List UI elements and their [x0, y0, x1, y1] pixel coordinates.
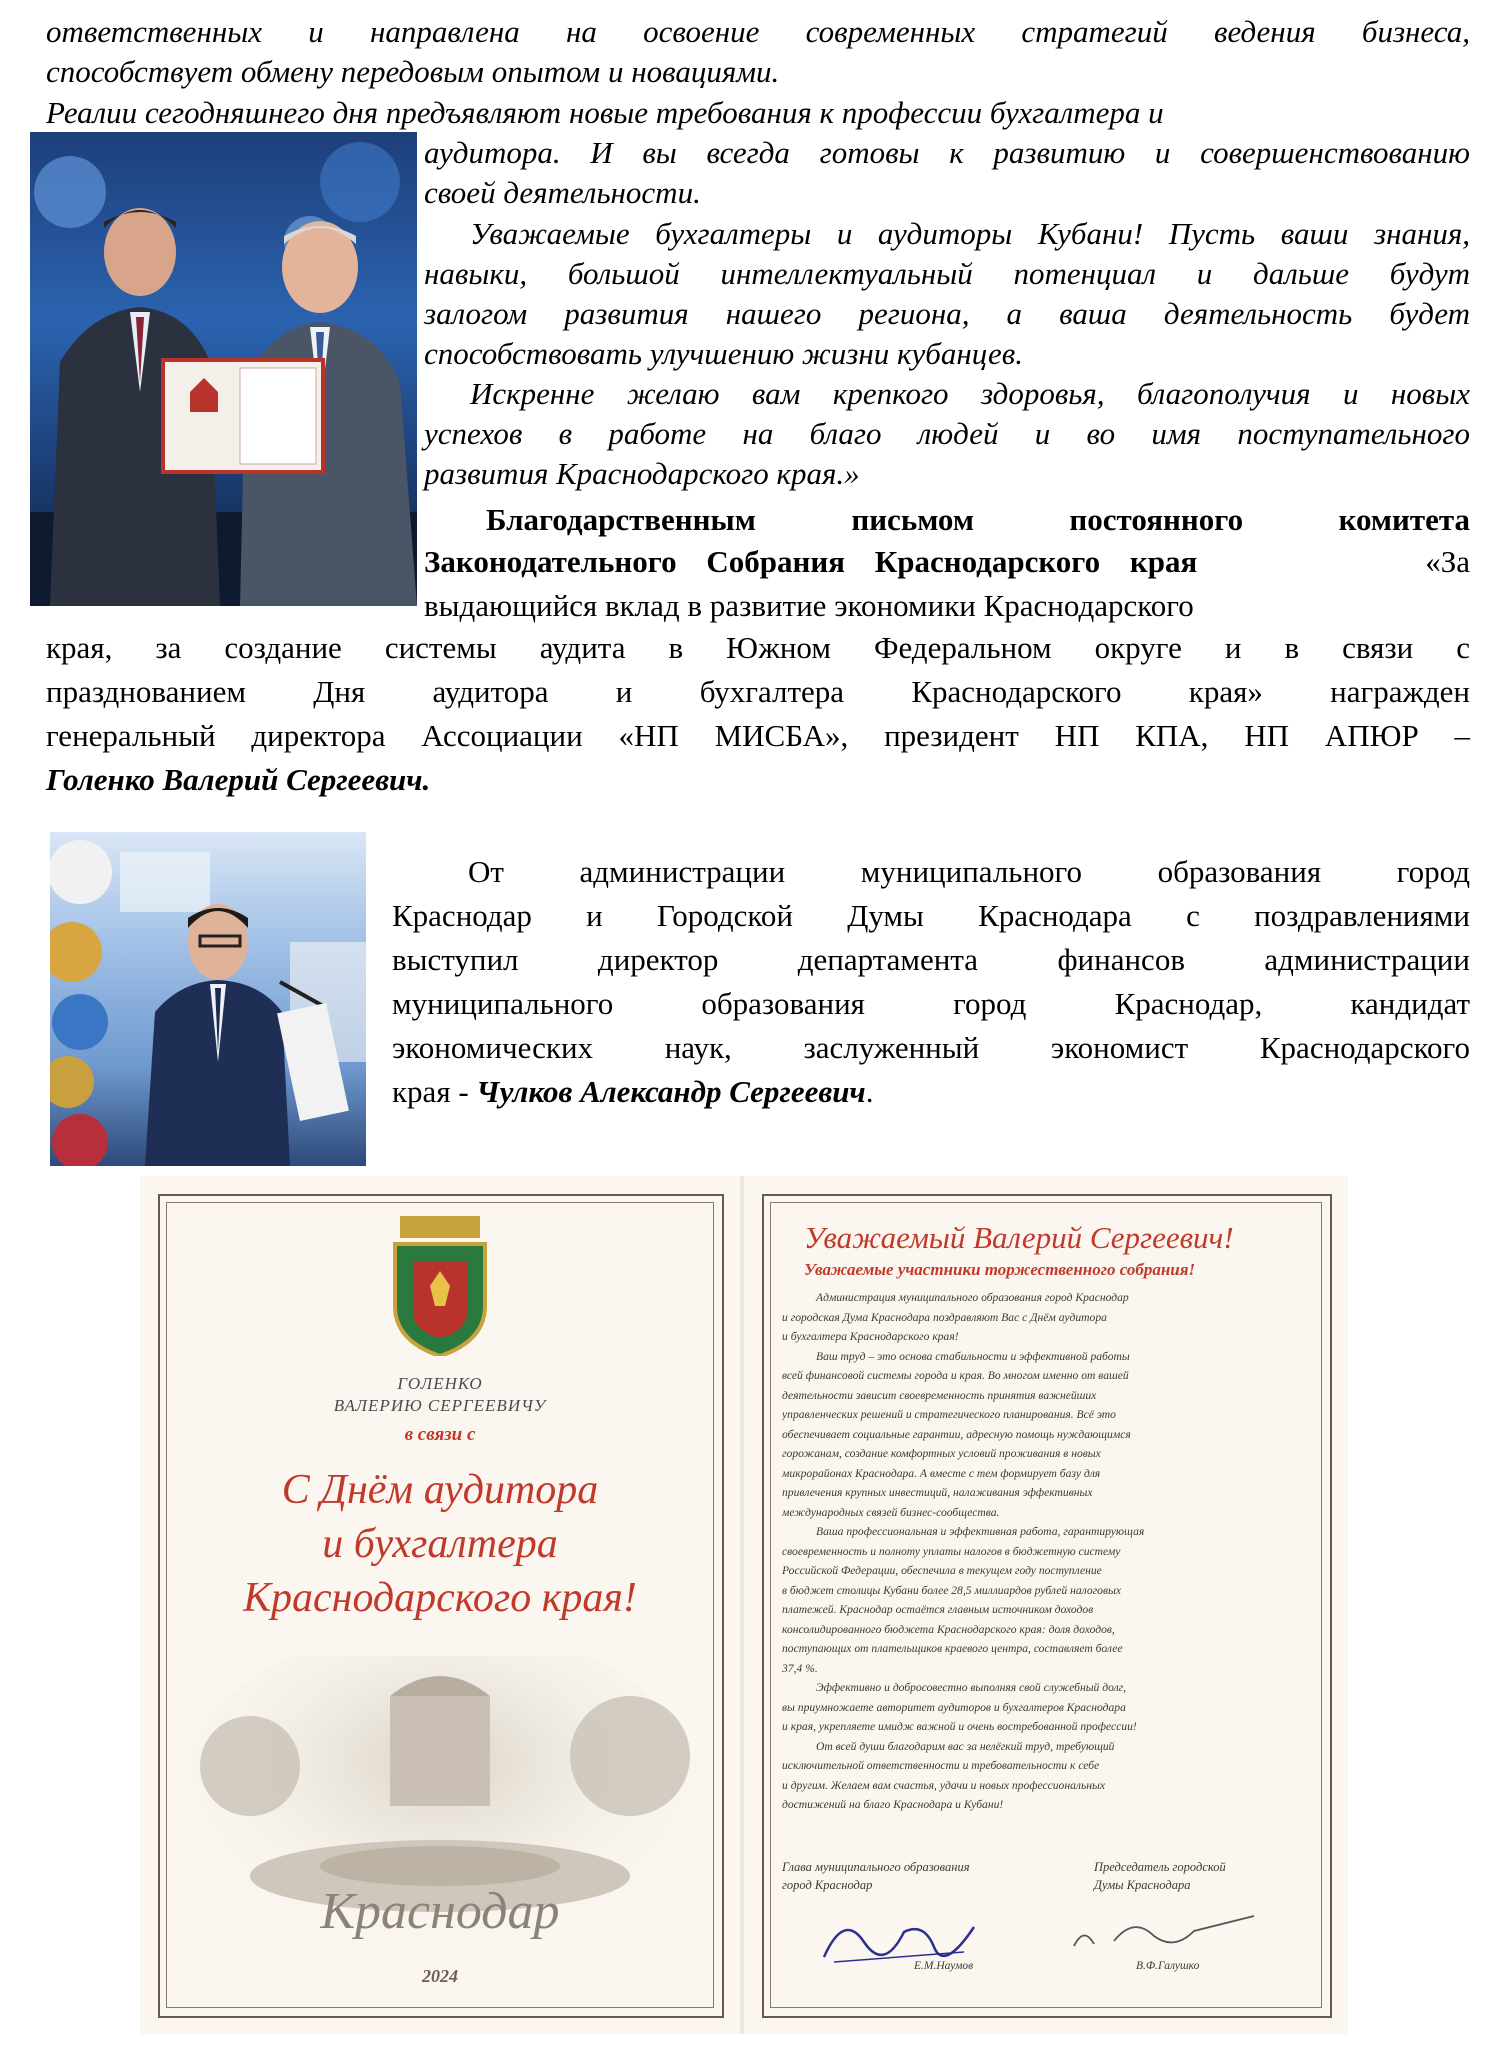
paragraph-line	[424, 542, 1470, 582]
signatory-name: В.Ф.Галушко	[1136, 1960, 1200, 1972]
speaker-name: Чулков Александр Сергеевич	[476, 1074, 866, 1109]
card-body-line: Ваша профессиональная и эффективная работа, гарантирующая	[816, 1525, 1145, 1538]
paragraph-line: празднованием Дня аудитора и бухгалтера Краснодарского края» награжден	[46, 674, 1470, 709]
signatory-title: город Краснодар	[782, 1878, 873, 1892]
speaker-photo	[50, 832, 366, 1166]
paragraph-line: муниципального образования город Краснодар, кандидат	[392, 986, 1470, 1021]
card-body-line: консолидированного бюджета Краснодарского края: доля доходов,	[782, 1622, 1115, 1636]
paragraph-line: выдающийся вклад в развитие экономики Краснодарского	[424, 588, 1194, 623]
paragraph-line: Благодарственным письмом постоянного комитета	[486, 502, 1470, 537]
card-body-line: исключительной ответственности и требовательности к себе	[782, 1759, 1100, 1772]
city-script-text: Краснодар	[320, 1883, 560, 1940]
paragraph-line: От администрации муниципального образования город	[468, 854, 1470, 889]
awardee-name: Голенко Валерий Сергеевич.	[46, 762, 431, 797]
card-body-line: и городская Дума Краснодара поздравляют Вас с Днём аудитора	[782, 1310, 1107, 1324]
speaker-illustration	[50, 832, 366, 1166]
card-body-line: и бухгалтера Краснодарского края!	[782, 1330, 959, 1343]
paragraph-line: экономических наук, заслуженный экономист Краснодарского	[392, 1030, 1470, 1065]
card-body-line: 37,4 %.	[782, 1661, 818, 1675]
in-connection-text: в связи с	[404, 1424, 476, 1445]
paragraph-line: генеральный директора Ассоциации «НП МИСБА», президент НП КПА, НП АПЮР –	[46, 718, 1470, 753]
quote-start: «За	[1425, 544, 1470, 579]
paragraph-line: Искренне желаю вам крепкого здоровья, благополучия и новых	[470, 376, 1470, 411]
paragraph-line: Краснодар и Городской Думы Краснодара с поздравлениями	[392, 898, 1470, 933]
paragraph-line: Уважаемые бухгалтеры и аудиторы Кубани! Пусть ваши знания,	[470, 216, 1470, 251]
paragraph-line: развития Краснодарского края.»	[424, 456, 860, 491]
card-body-line: деятельности зависит своевременность принятия важнейших	[782, 1388, 1097, 1402]
greeting-card-spread	[140, 1176, 1348, 2034]
card-body-line: международных связей бизнес-сообщества.	[782, 1505, 1000, 1519]
paragraph-line: аудитора. И вы всегда готовы к развитию и совершенствованию	[424, 135, 1470, 170]
card-body-line: всей финансовой системы города и края. Во многом именно от вашей	[782, 1369, 1129, 1382]
card-body-line: От всей души благодарим вас за нелёгкий труд, требующий	[816, 1739, 1115, 1753]
card-subgreeting: Уважаемые участники торжественного собрания!	[804, 1260, 1196, 1279]
card-body-line: управленческих решений и стратегического планирования. Всё это	[782, 1408, 1116, 1421]
recipient-line: ВАЛЕРИЮ СЕРГЕЕВИЧУ	[333, 1396, 547, 1415]
committee-name: Законодательного Собрания Краснодарского края	[424, 544, 1198, 579]
signature-galushko-icon	[1064, 1896, 1264, 1966]
coat-of-arms-icon	[385, 1216, 495, 1356]
paragraph-line: ответственных и направлена на освоение современных стратегий ведения бизнеса,	[46, 14, 1470, 49]
paragraph-line: выступил директор департамента финансов администрации	[392, 942, 1470, 977]
card-left-page	[140, 1176, 740, 2034]
card-body-line: и края, укрепляете имидж важной и очень востребованной профессии!	[782, 1720, 1137, 1733]
paragraph-line: Реалии сегодняшнего дня предъявляют новые требования к профессии бухгалтера и	[46, 95, 1164, 130]
paragraph-line: края, за создание системы аудита в Южном Федеральном округе и в связи с	[46, 630, 1470, 665]
card-body-line: и другим. Желаем вам счастья, удачи и новых профессиональных	[782, 1778, 1105, 1792]
card-body-line: микрорайонах Краснодара. А вместе с тем формирует базу для	[782, 1466, 1101, 1480]
paragraph-line	[392, 1072, 873, 1112]
signatory-title: Глава муниципального образования	[782, 1860, 970, 1874]
card-right-page	[744, 1176, 1348, 2034]
paragraph-line: своей деятельности.	[424, 175, 701, 210]
period: .	[865, 1074, 874, 1109]
card-greeting: Уважаемый Валерий Сергеевич!	[804, 1220, 1234, 1255]
card-body-line: своевременность и полноту уплаты налогов в бюджетную систему	[782, 1544, 1121, 1558]
signatory-name: Е.М.Наумов	[914, 1960, 974, 1972]
card-body-line: привлечения крупных инвестиций, налаживания эффективных	[782, 1486, 1093, 1499]
card-body-line: Российской Федерации, обеспечила в текущем году поступление	[782, 1564, 1102, 1577]
signatory-title: Председатель городской	[1094, 1860, 1226, 1874]
card-body-line: платежей. Краснодар остаётся главным источником доходов	[782, 1603, 1094, 1616]
card-body-line: в бюджет столицы Кубани более 28,5 миллиардов рублей налоговых	[782, 1583, 1121, 1597]
signatory-title: Думы Краснодара	[1094, 1878, 1191, 1892]
award-ceremony-photo	[30, 132, 417, 606]
paragraph-line: успехов в работе на благо людей и во имя поступательного	[424, 416, 1470, 451]
card-body-line: достижений на благо Краснодара и Кубани!	[782, 1798, 1004, 1811]
card-year: 2024	[422, 1966, 458, 1986]
award-ceremony-illustration	[30, 132, 417, 606]
card-body-text	[782, 1288, 1272, 1815]
paragraph-line: залогом развития нашего региона, а ваша деятельность будет	[424, 296, 1470, 331]
card-headline: Краснодарского края!	[243, 1575, 637, 1621]
card-body-line: Ваш труд – это основа стабильности и эффективной работы	[816, 1349, 1130, 1363]
region-text: края -	[392, 1074, 477, 1109]
card-body-line: вы приумножаете авторитет аудиторов и бухгалтеров Краснодара	[782, 1700, 1126, 1714]
card-body-line: горожанам, создание комфортных условий проживания в новых	[782, 1447, 1101, 1460]
card-body-line: Эффективно и добросовестно выполняя свой служебный долг,	[816, 1681, 1127, 1694]
card-body-line: Администрация муниципального образования город Краснодар	[816, 1291, 1129, 1304]
recipient-line: ГОЛЕНКО	[397, 1374, 483, 1393]
card-headline: С Днём аудитора	[281, 1467, 599, 1513]
card-body-line: обеспечивает социальные гарантии, адресную помощь нуждающимся	[782, 1427, 1131, 1441]
paragraph-line: способствовать улучшению жизни кубанцев.	[424, 336, 1023, 371]
card-body-line: поступающих от плательщиков краевого центра, составляет более	[782, 1642, 1123, 1655]
paragraph-line: способствует обмену передовым опытом и новациями.	[46, 54, 780, 89]
paragraph-line: навыки, большой интеллектуальный потенциал и дальше будут	[424, 256, 1470, 291]
card-headline: и бухгалтера	[322, 1521, 558, 1567]
